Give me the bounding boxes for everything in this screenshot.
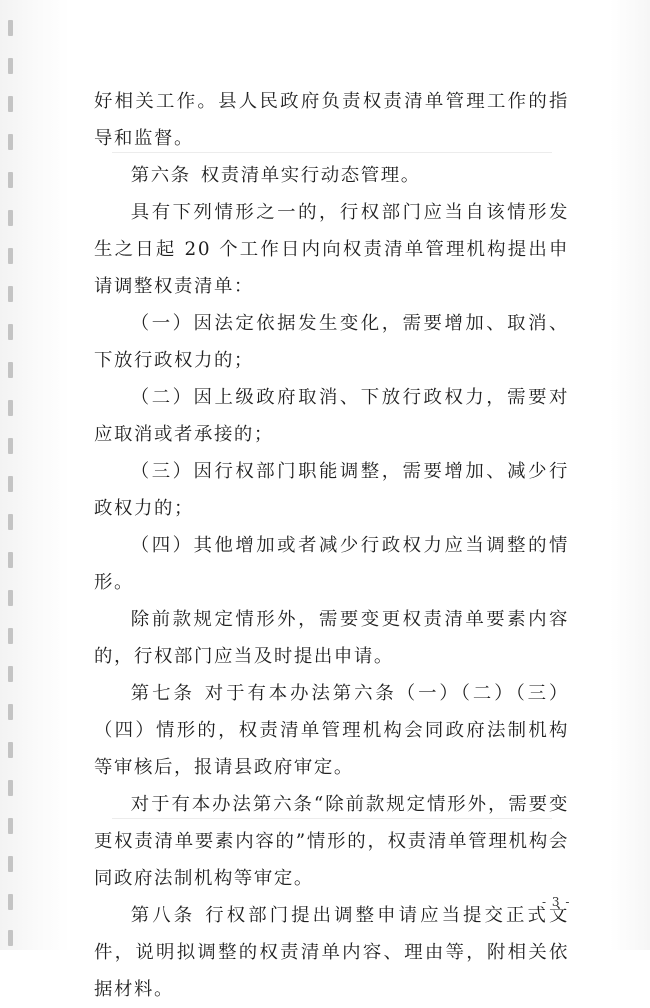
binding-mark xyxy=(8,742,13,758)
binding-mark xyxy=(8,286,13,302)
paragraph-text: （二）因上级政府取消、下放行政权力，需要对应取消或者承接的； xyxy=(94,387,569,445)
binding-mark xyxy=(8,666,13,682)
article-number: 第七条 xyxy=(130,683,195,704)
body-paragraph xyxy=(94,786,569,897)
binding-mark xyxy=(8,856,13,872)
binding-mark xyxy=(8,400,13,416)
paragraph-text: 对于有本办法第六条“除前款规定情形外，需要变更权责清单要素内容的”情形的，权责清单管理机构会同政府法制机构等审定。 xyxy=(94,794,569,889)
document-body xyxy=(94,83,569,1008)
binding-mark xyxy=(8,780,13,796)
page-number: - 3 - xyxy=(542,895,571,909)
paragraph-text: 权责清单实行动态管理。 xyxy=(200,165,421,186)
binding-edge xyxy=(8,0,22,950)
paragraph-text: （四）其他增加或者减少行政权力应当调整的情形。 xyxy=(94,535,569,593)
binding-mark xyxy=(8,818,13,834)
binding-mark xyxy=(8,362,13,378)
body-paragraph xyxy=(94,194,569,305)
binding-mark xyxy=(8,20,13,36)
paragraph-text: 好相关工作。县人民政府负责权责清单管理工作的指导和监督。 xyxy=(94,91,569,149)
paragraph-text: 除前款规定情形外，需要变更权责清单要素内容的，行权部门应当及时提出申请。 xyxy=(94,609,569,667)
body-paragraph xyxy=(94,305,569,379)
paragraph-text: （一）因法定依据发生变化，需要增加、取消、下放行政权力的； xyxy=(94,313,569,371)
binding-mark xyxy=(8,248,13,264)
article-paragraph xyxy=(94,897,569,1008)
paragraph-text: 对于有本办法第六条（一）（二）（三）（四）情形的，权责清单管理机构会同政府法制机构等审核后，报请县政府审定。 xyxy=(94,683,569,778)
binding-mark xyxy=(8,96,13,112)
binding-mark xyxy=(8,590,13,606)
binding-mark xyxy=(8,628,13,644)
body-paragraph xyxy=(94,601,569,675)
paragraph-text: 行权部门提出调整申请应当提交正式文件，说明拟调整的权责清单内容、理由等，附相关依据材料。 xyxy=(94,905,569,1000)
binding-mark xyxy=(8,930,13,946)
article-paragraph xyxy=(94,675,569,786)
binding-mark xyxy=(8,894,13,910)
binding-mark xyxy=(8,210,13,226)
paragraph-text: （三）因行权部门职能调整，需要增加、减少行政权力的； xyxy=(94,461,569,519)
body-paragraph xyxy=(94,453,569,527)
binding-mark xyxy=(8,552,13,568)
article-number: 第八条 xyxy=(130,905,196,926)
body-paragraph xyxy=(94,83,569,157)
body-paragraph xyxy=(94,379,569,453)
binding-mark xyxy=(8,514,13,530)
binding-mark xyxy=(8,704,13,720)
binding-mark xyxy=(8,438,13,454)
binding-mark xyxy=(8,58,13,74)
body-paragraph xyxy=(94,527,569,601)
binding-mark xyxy=(8,324,13,340)
paragraph-text: 具有下列情形之一的，行权部门应当自该情形发生之日起 20 个工作日内向权责清单管理机构提出申请调整权责清单： xyxy=(94,202,569,297)
binding-mark xyxy=(8,134,13,150)
binding-mark xyxy=(8,172,13,188)
article-number: 第六条 xyxy=(130,165,191,186)
binding-mark xyxy=(8,476,13,492)
article-paragraph xyxy=(94,157,569,194)
